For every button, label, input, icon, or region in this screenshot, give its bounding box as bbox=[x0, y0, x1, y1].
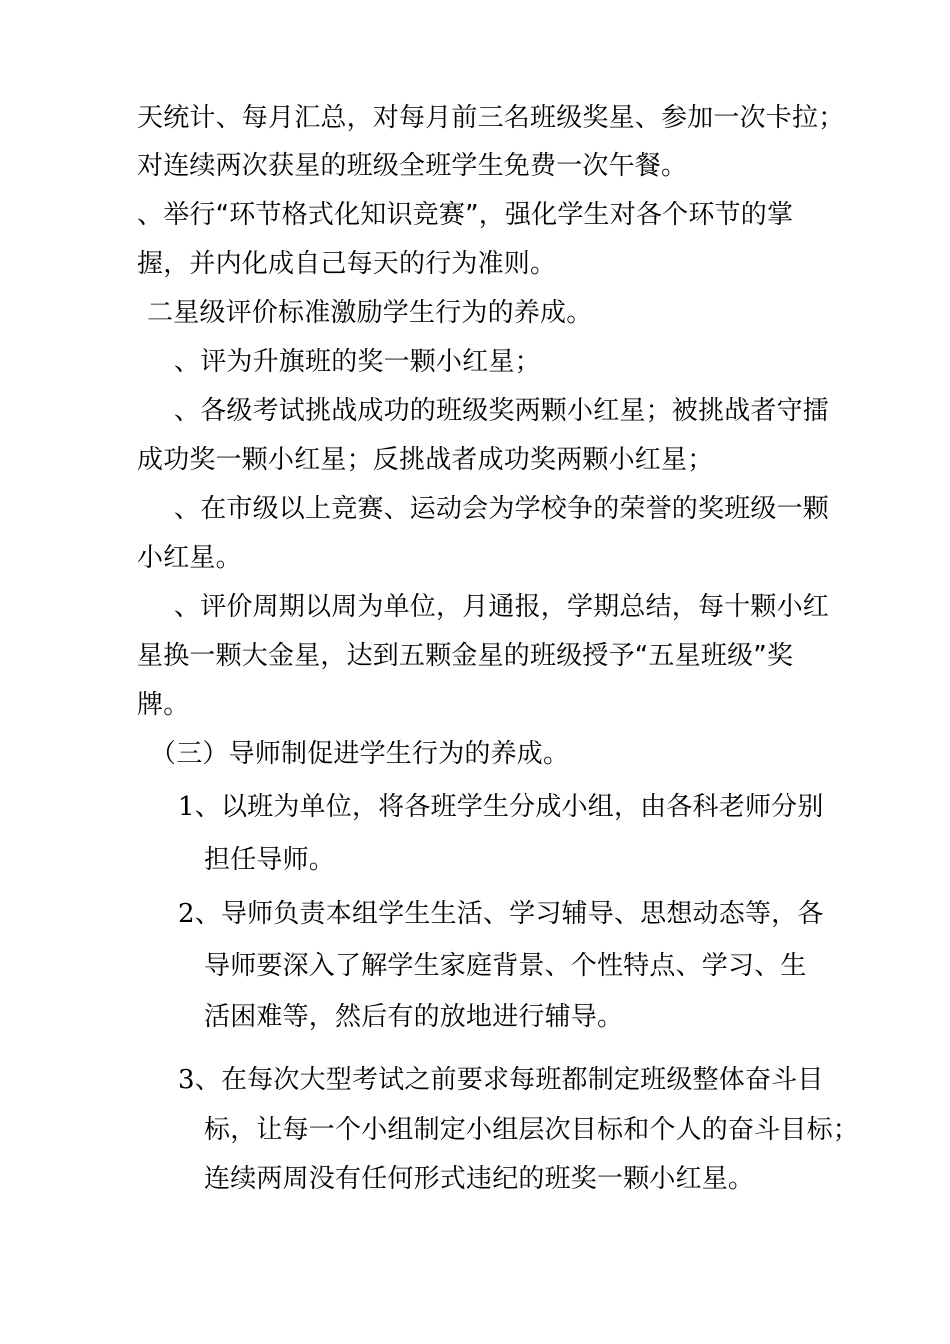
list-number-2: 2 bbox=[178, 899, 195, 929]
text-line-8: 成功奖一颗小红星；反挑战者成功奖两颗小红星； bbox=[137, 445, 714, 475]
text-line-9: 、在市级以上竞赛、运动会为学校争的荣誉的奖班级一颗 bbox=[174, 494, 830, 524]
text-line-22: 连续两周没有任何形式违纪的班奖一颗小红星。 bbox=[204, 1164, 755, 1194]
text-line-6: 、评为升旗班的奖一颗小红星； bbox=[174, 347, 541, 377]
text-line-2: 对连续两次获星的班级全班学生免费一次午餐。 bbox=[137, 151, 688, 181]
text-line-3: 、举行“环节格式化知识竞赛”，强化学生对各个环节的掌 bbox=[137, 200, 794, 230]
text-line-21: 标，让每一个小组制定小组层次目标和个人的奋斗目标； bbox=[204, 1115, 860, 1145]
text-line-13: 牌。 bbox=[137, 690, 190, 720]
list-item-1: 1、以班为单位，将各班学生分成小组，由各科老师分别 bbox=[178, 792, 824, 822]
text-line-11: 、评价周期以周为单位，月通报，学期总结，每十颗小红 bbox=[174, 592, 830, 622]
text-line-16: 担任导师。 bbox=[204, 845, 336, 875]
text-line-19: 活困难等，然后有的放地进行辅导。 bbox=[204, 1002, 624, 1032]
section-heading-2: 二星级评价标准激励学生行为的养成。 bbox=[147, 298, 593, 328]
text-line-18: 导师要深入了解学生家庭背景、个性特点、学习、生 bbox=[204, 951, 807, 981]
text-line-7: 、各级考试挑战成功的班级奖两颗小红星；被挑战者守擂 bbox=[174, 396, 830, 426]
text-line-10: 小红星。 bbox=[137, 543, 242, 573]
list-item-2: 2、导师负责本组学生生活、学习辅导、思想动态等，各 bbox=[178, 899, 824, 929]
section-heading-3: （三）导师制促进学生行为的养成。 bbox=[150, 739, 570, 769]
text-line-4: 握，并内化成自己每天的行为准则。 bbox=[137, 249, 557, 279]
list-number-3: 3 bbox=[178, 1065, 195, 1095]
text-line-1: 天统计、每月汇总，对每月前三名班级奖星、参加一次卡拉； bbox=[137, 103, 845, 133]
list-item-3: 3、在每次大型考试之前要求每班都制定班级整体奋斗目 bbox=[178, 1065, 824, 1095]
list-number-1: 1 bbox=[178, 792, 195, 822]
text-line-12: 星换一颗大金星，达到五颗金星的班级授予“五星班级”奖 bbox=[137, 641, 794, 671]
